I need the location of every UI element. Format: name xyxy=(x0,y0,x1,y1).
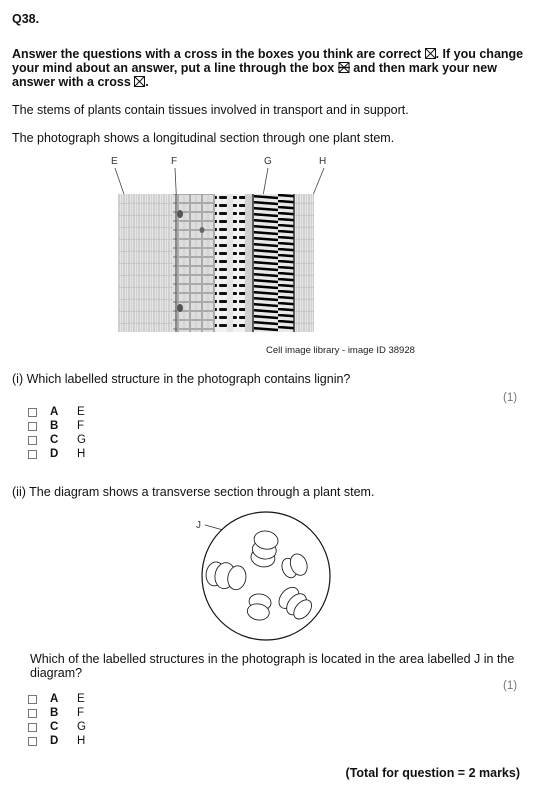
crossed-box-icon xyxy=(425,48,436,59)
answer-checkbox[interactable] xyxy=(28,709,37,718)
photo-intro-text: The photograph shows a longitudinal section through one plant stem. xyxy=(12,131,395,145)
part-ii-question-2: Which of the labelled structures in the photograph is located in the area labelled J in the diagram? xyxy=(30,652,515,680)
photo-credit: Cell image library - image ID 38928 xyxy=(266,345,415,356)
option-value: E xyxy=(77,406,85,418)
photo-label-e: E xyxy=(111,156,118,167)
answer-checkbox[interactable] xyxy=(28,408,37,417)
option-letter: A xyxy=(50,693,59,705)
answer-checkbox[interactable] xyxy=(28,422,37,431)
part-ii-marks: (1) xyxy=(503,680,518,692)
option-value: H xyxy=(77,448,86,460)
stem-transverse-diagram xyxy=(195,508,345,648)
struck-box-icon xyxy=(338,62,350,73)
answer-checkbox[interactable] xyxy=(28,737,37,746)
part-i-option-d[interactable] xyxy=(28,448,108,462)
option-letter: B xyxy=(50,707,59,719)
answer-checkbox[interactable] xyxy=(28,723,37,732)
part-i-question: (i) Which labelled structure in the photograph contains lignin? xyxy=(12,372,351,386)
answer-checkbox[interactable] xyxy=(28,436,37,445)
photo-label-f: F xyxy=(171,156,178,167)
option-letter: D xyxy=(50,735,59,747)
instructions xyxy=(12,47,540,89)
option-value: G xyxy=(77,434,86,446)
instructions-text-2: . If you change your mind about an answer, put a line through the box xyxy=(12,47,524,75)
option-letter: A xyxy=(50,406,59,418)
part-i-option-a[interactable] xyxy=(28,406,108,420)
part-ii-option-d[interactable] xyxy=(28,735,108,749)
question-number: Q38. xyxy=(12,12,40,26)
option-letter: B xyxy=(50,420,59,432)
part-ii-question: (ii) The diagram shows a transverse section through a plant stem. xyxy=(12,485,375,499)
answer-checkbox[interactable] xyxy=(28,450,37,459)
option-value: F xyxy=(77,707,85,719)
part-i-option-c[interactable] xyxy=(28,434,108,448)
answer-checkbox[interactable] xyxy=(28,695,37,704)
option-value: G xyxy=(77,721,86,733)
photo-label-h: H xyxy=(319,156,327,167)
crossed-box-icon xyxy=(134,76,145,87)
option-value: H xyxy=(77,735,86,747)
intro-text: The stems of plants contain tissues involved in transport and in support. xyxy=(12,103,409,117)
option-letter: C xyxy=(50,434,59,446)
total-marks: (Total for question = 2 marks) xyxy=(345,766,520,780)
option-value: F xyxy=(77,420,85,432)
option-value: E xyxy=(77,693,85,705)
stem-micrograph xyxy=(118,194,314,332)
part-ii-option-c[interactable] xyxy=(28,721,108,735)
photo-label-g: G xyxy=(264,156,272,167)
diagram-label-j: J xyxy=(196,520,201,531)
part-i-marks: (1) xyxy=(503,392,518,404)
instructions-text-3: and then mark your new answer with a cross xyxy=(12,61,497,89)
option-letter: D xyxy=(50,448,59,460)
part-ii-option-a[interactable] xyxy=(28,693,108,707)
instructions-text-1: Answer the questions with a cross in the boxes you think are correct xyxy=(12,47,425,61)
instructions-text-4: . xyxy=(145,75,149,89)
option-letter: C xyxy=(50,721,59,733)
part-i-option-b[interactable] xyxy=(28,420,108,434)
part-ii-option-b[interactable] xyxy=(28,707,108,721)
